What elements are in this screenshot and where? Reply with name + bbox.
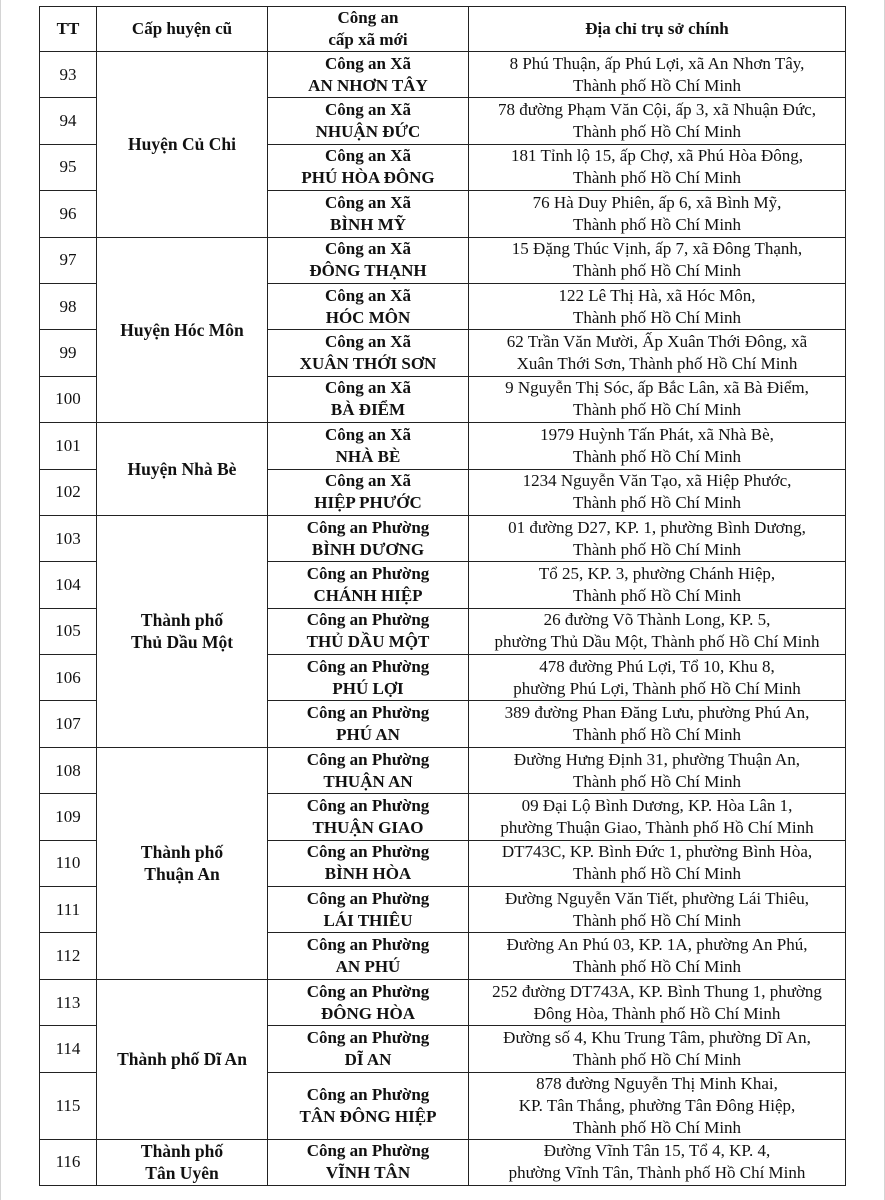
district-cell bbox=[97, 515, 268, 747]
district-name: Huyện Nhà Bè bbox=[127, 459, 237, 480]
address-cell bbox=[469, 794, 846, 840]
unit-name: BÌNH DƯƠNG bbox=[311, 539, 425, 559]
row-number: 100 bbox=[40, 376, 97, 422]
row-number: 113 bbox=[40, 979, 97, 1025]
address-line: Thành phố Hồ Chí Minh bbox=[572, 75, 742, 95]
row-number: 115 bbox=[40, 1072, 97, 1139]
address-cell bbox=[469, 701, 846, 747]
address-line: Thành phố Hồ Chí Minh bbox=[572, 122, 742, 142]
address-line: Thành phố Hồ Chí Minh bbox=[572, 910, 742, 930]
unit-name: HIỆP PHƯỚC bbox=[314, 493, 422, 513]
header-unit bbox=[268, 7, 469, 52]
district-name: Thuận An bbox=[144, 864, 220, 885]
unit-name: NHÀ BÈ bbox=[335, 446, 401, 466]
district-name: Huyện Hóc Môn bbox=[120, 319, 244, 340]
address-line: Thành phố Hồ Chí Minh bbox=[572, 261, 742, 281]
district-cell bbox=[97, 979, 268, 1139]
unit-type: Công an Phường bbox=[306, 1141, 430, 1161]
address-line: 878 đường Nguyễn Thị Minh Khai, bbox=[536, 1073, 778, 1093]
address-line: 09 Đại Lộ Bình Dương, KP. Hòa Lân 1, bbox=[521, 795, 793, 815]
row-number: 111 bbox=[40, 887, 97, 933]
address-line: Đường Nguyễn Văn Tiết, phường Lái Thiêu, bbox=[505, 888, 809, 908]
address-cell bbox=[469, 144, 846, 190]
police-unit-cell bbox=[268, 608, 469, 654]
district-cell bbox=[97, 237, 268, 423]
table-row bbox=[40, 1139, 846, 1185]
address-cell bbox=[469, 52, 846, 98]
address-line: 1234 Nguyễn Văn Tạo, xã Hiệp Phước, bbox=[522, 471, 792, 491]
row-number: 95 bbox=[40, 144, 97, 190]
district-name: Thành phố bbox=[140, 610, 224, 631]
unit-name: BÌNH MỸ bbox=[329, 214, 407, 234]
address-line: Đông Hòa, Thành phố Hồ Chí Minh bbox=[533, 1003, 781, 1023]
address-line: 62 Trần Văn Mười, Ấp Xuân Thới Đông, xã bbox=[506, 332, 808, 352]
header-tt: TT bbox=[40, 7, 97, 52]
address-line: Xuân Thới Sơn, Thành phố Hồ Chí Minh bbox=[516, 354, 798, 374]
unit-type: Công an Xã bbox=[325, 192, 411, 212]
address-line: Thành phố Hồ Chí Minh bbox=[572, 1049, 742, 1069]
unit-type: Công an Phường bbox=[306, 935, 430, 955]
unit-name: LÁI THIÊU bbox=[323, 910, 413, 930]
address-line: phường Thủ Dầu Một, Thành phố Hồ Chí Minh bbox=[494, 632, 820, 652]
row-number: 110 bbox=[40, 840, 97, 886]
address-cell bbox=[469, 608, 846, 654]
district-name: Thủ Dầu Một bbox=[130, 632, 234, 653]
address-cell bbox=[469, 98, 846, 144]
unit-type: Công an Xã bbox=[325, 378, 411, 398]
row-number: 98 bbox=[40, 283, 97, 329]
address-cell bbox=[469, 283, 846, 329]
police-unit-cell bbox=[268, 1139, 469, 1185]
unit-name: AN PHÚ bbox=[335, 957, 401, 977]
address-line: Thành phố Hồ Chí Minh bbox=[572, 493, 742, 513]
address-line: 76 Hà Duy Phiên, ấp 6, xã Bình Mỹ, bbox=[532, 192, 782, 212]
police-unit-cell bbox=[268, 237, 469, 283]
address-line: 01 đường D27, KP. 1, phường Bình Dương, bbox=[508, 517, 806, 537]
unit-name: PHÚ HÒA ĐÔNG bbox=[301, 168, 435, 188]
address-line: Tổ 25, KP. 3, phường Chánh Hiệp, bbox=[538, 563, 776, 583]
address-line: 252 đường DT743A, KP. Bình Thung 1, phường bbox=[492, 981, 822, 1001]
address-line: Thành phố Hồ Chí Minh bbox=[572, 1117, 742, 1137]
row-number: 105 bbox=[40, 608, 97, 654]
address-line: Đường Vĩnh Tân 15, Tổ 4, KP. 4, bbox=[543, 1141, 771, 1161]
address-cell bbox=[469, 1072, 846, 1139]
address-cell bbox=[469, 655, 846, 701]
unit-type: Công an Phường bbox=[306, 703, 430, 723]
address-line: Thành phố Hồ Chí Minh bbox=[572, 168, 742, 188]
unit-type: Công an Phường bbox=[306, 795, 430, 815]
unit-name: PHÚ AN bbox=[336, 725, 400, 745]
address-line: phường Thuận Giao, Thành phố Hồ Chí Minh bbox=[500, 817, 814, 837]
police-unit-cell bbox=[268, 701, 469, 747]
address-cell bbox=[469, 237, 846, 283]
unit-name: ĐÔNG THẠNH bbox=[309, 261, 427, 281]
unit-type: Công an Phường bbox=[306, 842, 430, 862]
table-row bbox=[40, 423, 846, 469]
district-cell bbox=[97, 52, 268, 238]
row-number: 99 bbox=[40, 330, 97, 376]
address-cell bbox=[469, 979, 846, 1025]
police-unit-cell bbox=[268, 1072, 469, 1139]
district-name: Thành phố bbox=[140, 842, 224, 863]
row-number: 109 bbox=[40, 794, 97, 840]
address-line: 1979 Huỳnh Tấn Phát, xã Nhà Bè, bbox=[540, 424, 774, 444]
address-line: Thành phố Hồ Chí Minh bbox=[572, 957, 742, 977]
unit-type: Công an Phường bbox=[306, 563, 430, 583]
unit-name: AN NHƠN TÂY bbox=[308, 75, 428, 95]
address-line: Thành phố Hồ Chí Minh bbox=[572, 539, 742, 559]
address-line: KP. Tân Thắng, phường Tân Đông Hiệp, bbox=[518, 1095, 796, 1115]
police-unit-cell bbox=[268, 887, 469, 933]
unit-name: PHÚ LỢI bbox=[332, 678, 404, 698]
unit-type: Công an Xã bbox=[325, 424, 411, 444]
district-name: Thành phố Dĩ An bbox=[117, 1049, 247, 1070]
district-name: Thành phố bbox=[140, 1141, 224, 1162]
unit-name: BÌNH HÒA bbox=[324, 864, 412, 884]
address-cell bbox=[469, 747, 846, 793]
unit-name: THUẬN GIAO bbox=[312, 817, 424, 837]
police-unit-cell bbox=[268, 840, 469, 886]
address-line: 15 Đặng Thúc Vịnh, ấp 7, xã Đông Thạnh, bbox=[511, 239, 803, 259]
header-unit-line1: Công an bbox=[337, 8, 399, 27]
unit-type: Công an Phường bbox=[306, 1084, 430, 1104]
unit-name: HÓC MÔN bbox=[325, 307, 411, 327]
unit-type: Công an Xã bbox=[325, 332, 411, 352]
police-unit-cell bbox=[268, 469, 469, 515]
address-line: 389 đường Phan Đăng Lưu, phường Phú An, bbox=[504, 703, 810, 723]
address-line: Thành phố Hồ Chí Minh bbox=[572, 214, 742, 234]
unit-type: Công an Xã bbox=[325, 100, 411, 120]
row-number: 96 bbox=[40, 191, 97, 237]
police-unit-cell bbox=[268, 515, 469, 561]
address-line: Thành phố Hồ Chí Minh bbox=[572, 771, 742, 791]
unit-name: VĨNH TÂN bbox=[325, 1163, 411, 1183]
unit-name: TÂN ĐÔNG HIỆP bbox=[299, 1106, 437, 1126]
police-unit-cell bbox=[268, 144, 469, 190]
police-unit-cell bbox=[268, 1026, 469, 1072]
row-number: 103 bbox=[40, 515, 97, 561]
address-line: 478 đường Phú Lợi, Tổ 10, Khu 8, bbox=[539, 656, 775, 676]
police-unit-cell bbox=[268, 979, 469, 1025]
address-cell bbox=[469, 330, 846, 376]
unit-name: THUẬN AN bbox=[323, 771, 413, 791]
unit-type: Công an Xã bbox=[325, 53, 411, 73]
row-number: 108 bbox=[40, 747, 97, 793]
header-address: Địa chỉ trụ sở chính bbox=[469, 7, 846, 52]
unit-type: Công an Xã bbox=[325, 239, 411, 259]
address-line: Thành phố Hồ Chí Minh bbox=[572, 446, 742, 466]
unit-type: Công an Xã bbox=[325, 285, 411, 305]
police-unit-cell bbox=[268, 794, 469, 840]
table-row bbox=[40, 52, 846, 98]
police-unit-cell bbox=[268, 376, 469, 422]
address-line: Đường số 4, Khu Trung Tâm, phường Dĩ An, bbox=[503, 1027, 811, 1047]
police-unit-cell bbox=[268, 283, 469, 329]
unit-name: DĨ AN bbox=[344, 1049, 392, 1069]
address-line: Thành phố Hồ Chí Minh bbox=[572, 864, 742, 884]
unit-name: BÀ ĐIỂM bbox=[330, 400, 406, 420]
row-number: 106 bbox=[40, 655, 97, 701]
address-line: 78 đường Phạm Văn Cội, ấp 3, xã Nhuận Đức, bbox=[498, 100, 816, 120]
unit-name: CHÁNH HIỆP bbox=[313, 585, 423, 605]
unit-name: THỦ DẦU MỘT bbox=[306, 632, 430, 652]
district-cell bbox=[97, 1139, 268, 1185]
address-line: Đường Hưng Định 31, phường Thuận An, bbox=[513, 749, 801, 769]
address-line: 122 Lê Thị Hà, xã Hóc Môn, bbox=[558, 285, 756, 305]
table-row bbox=[40, 515, 846, 561]
address-cell bbox=[469, 515, 846, 561]
row-number: 101 bbox=[40, 423, 97, 469]
address-cell bbox=[469, 469, 846, 515]
row-number: 107 bbox=[40, 701, 97, 747]
unit-type: Công an Phường bbox=[306, 1027, 430, 1047]
unit-name: XUÂN THỚI SƠN bbox=[299, 354, 437, 374]
row-number: 112 bbox=[40, 933, 97, 979]
address-line: Thành phố Hồ Chí Minh bbox=[572, 725, 742, 745]
row-number: 116 bbox=[40, 1139, 97, 1185]
header-district: Cấp huyện cũ bbox=[97, 7, 268, 52]
row-number: 114 bbox=[40, 1026, 97, 1072]
unit-type: Công an Phường bbox=[306, 656, 430, 676]
police-unit-cell bbox=[268, 423, 469, 469]
address-line: 26 đường Võ Thành Long, KP. 5, bbox=[543, 610, 771, 630]
table-row bbox=[40, 979, 846, 1025]
address-line: Thành phố Hồ Chí Minh bbox=[572, 585, 742, 605]
table-header-row bbox=[40, 7, 846, 52]
police-unit-cell bbox=[268, 330, 469, 376]
unit-type: Công an Phường bbox=[306, 888, 430, 908]
address-line: phường Vĩnh Tân, Thành phố Hồ Chí Minh bbox=[508, 1163, 806, 1183]
row-number: 97 bbox=[40, 237, 97, 283]
district-name: Huyện Củ Chi bbox=[128, 134, 236, 155]
police-unit-cell bbox=[268, 933, 469, 979]
row-number: 104 bbox=[40, 562, 97, 608]
unit-type: Công an Xã bbox=[325, 471, 411, 491]
address-line: DT743C, KP. Bình Đức 1, phường Bình Hòa, bbox=[501, 842, 813, 862]
row-number: 102 bbox=[40, 469, 97, 515]
police-unit-cell bbox=[268, 747, 469, 793]
unit-type: Công an Xã bbox=[325, 146, 411, 166]
address-cell bbox=[469, 562, 846, 608]
address-cell bbox=[469, 376, 846, 422]
address-cell bbox=[469, 933, 846, 979]
unit-name: NHUẬN ĐỨC bbox=[315, 122, 421, 142]
police-unit-cell bbox=[268, 562, 469, 608]
address-cell bbox=[469, 191, 846, 237]
address-line: Thành phố Hồ Chí Minh bbox=[572, 307, 742, 327]
unit-type: Công an Phường bbox=[306, 981, 430, 1001]
address-line: 9 Nguyễn Thị Sóc, ấp Bắc Lân, xã Bà Điểm, bbox=[505, 378, 809, 398]
unit-type: Công an Phường bbox=[306, 517, 430, 537]
address-line: phường Phú Lợi, Thành phố Hồ Chí Minh bbox=[513, 678, 801, 698]
police-unit-cell bbox=[268, 191, 469, 237]
address-line: 8 Phú Thuận, ấp Phú Lợi, xã An Nhơn Tây, bbox=[509, 53, 805, 73]
police-unit-cell bbox=[268, 52, 469, 98]
unit-type: Công an Phường bbox=[306, 610, 430, 630]
address-line: Thành phố Hồ Chí Minh bbox=[572, 400, 742, 420]
district-name: Tân Uyên bbox=[145, 1163, 219, 1184]
unit-name: ĐÔNG HÒA bbox=[321, 1003, 415, 1023]
police-unit-cell bbox=[268, 98, 469, 144]
address-line: 181 Tỉnh lộ 15, ấp Chợ, xã Phú Hòa Đông, bbox=[511, 146, 803, 166]
header-unit-line2: cấp xã mới bbox=[328, 30, 408, 49]
address-line: Đường An Phú 03, KP. 1A, phường An Phú, bbox=[506, 935, 808, 955]
address-cell bbox=[469, 1026, 846, 1072]
district-cell bbox=[97, 423, 268, 516]
row-number: 94 bbox=[40, 98, 97, 144]
table-row bbox=[40, 747, 846, 793]
address-cell bbox=[469, 887, 846, 933]
table-body bbox=[40, 52, 846, 1186]
table-row bbox=[40, 237, 846, 283]
unit-type: Công an Phường bbox=[306, 749, 430, 769]
police-stations-table bbox=[39, 6, 846, 1186]
address-cell bbox=[469, 1139, 846, 1185]
police-unit-cell bbox=[268, 655, 469, 701]
address-cell bbox=[469, 840, 846, 886]
row-number: 93 bbox=[40, 52, 97, 98]
address-cell bbox=[469, 423, 846, 469]
district-cell bbox=[97, 747, 268, 979]
